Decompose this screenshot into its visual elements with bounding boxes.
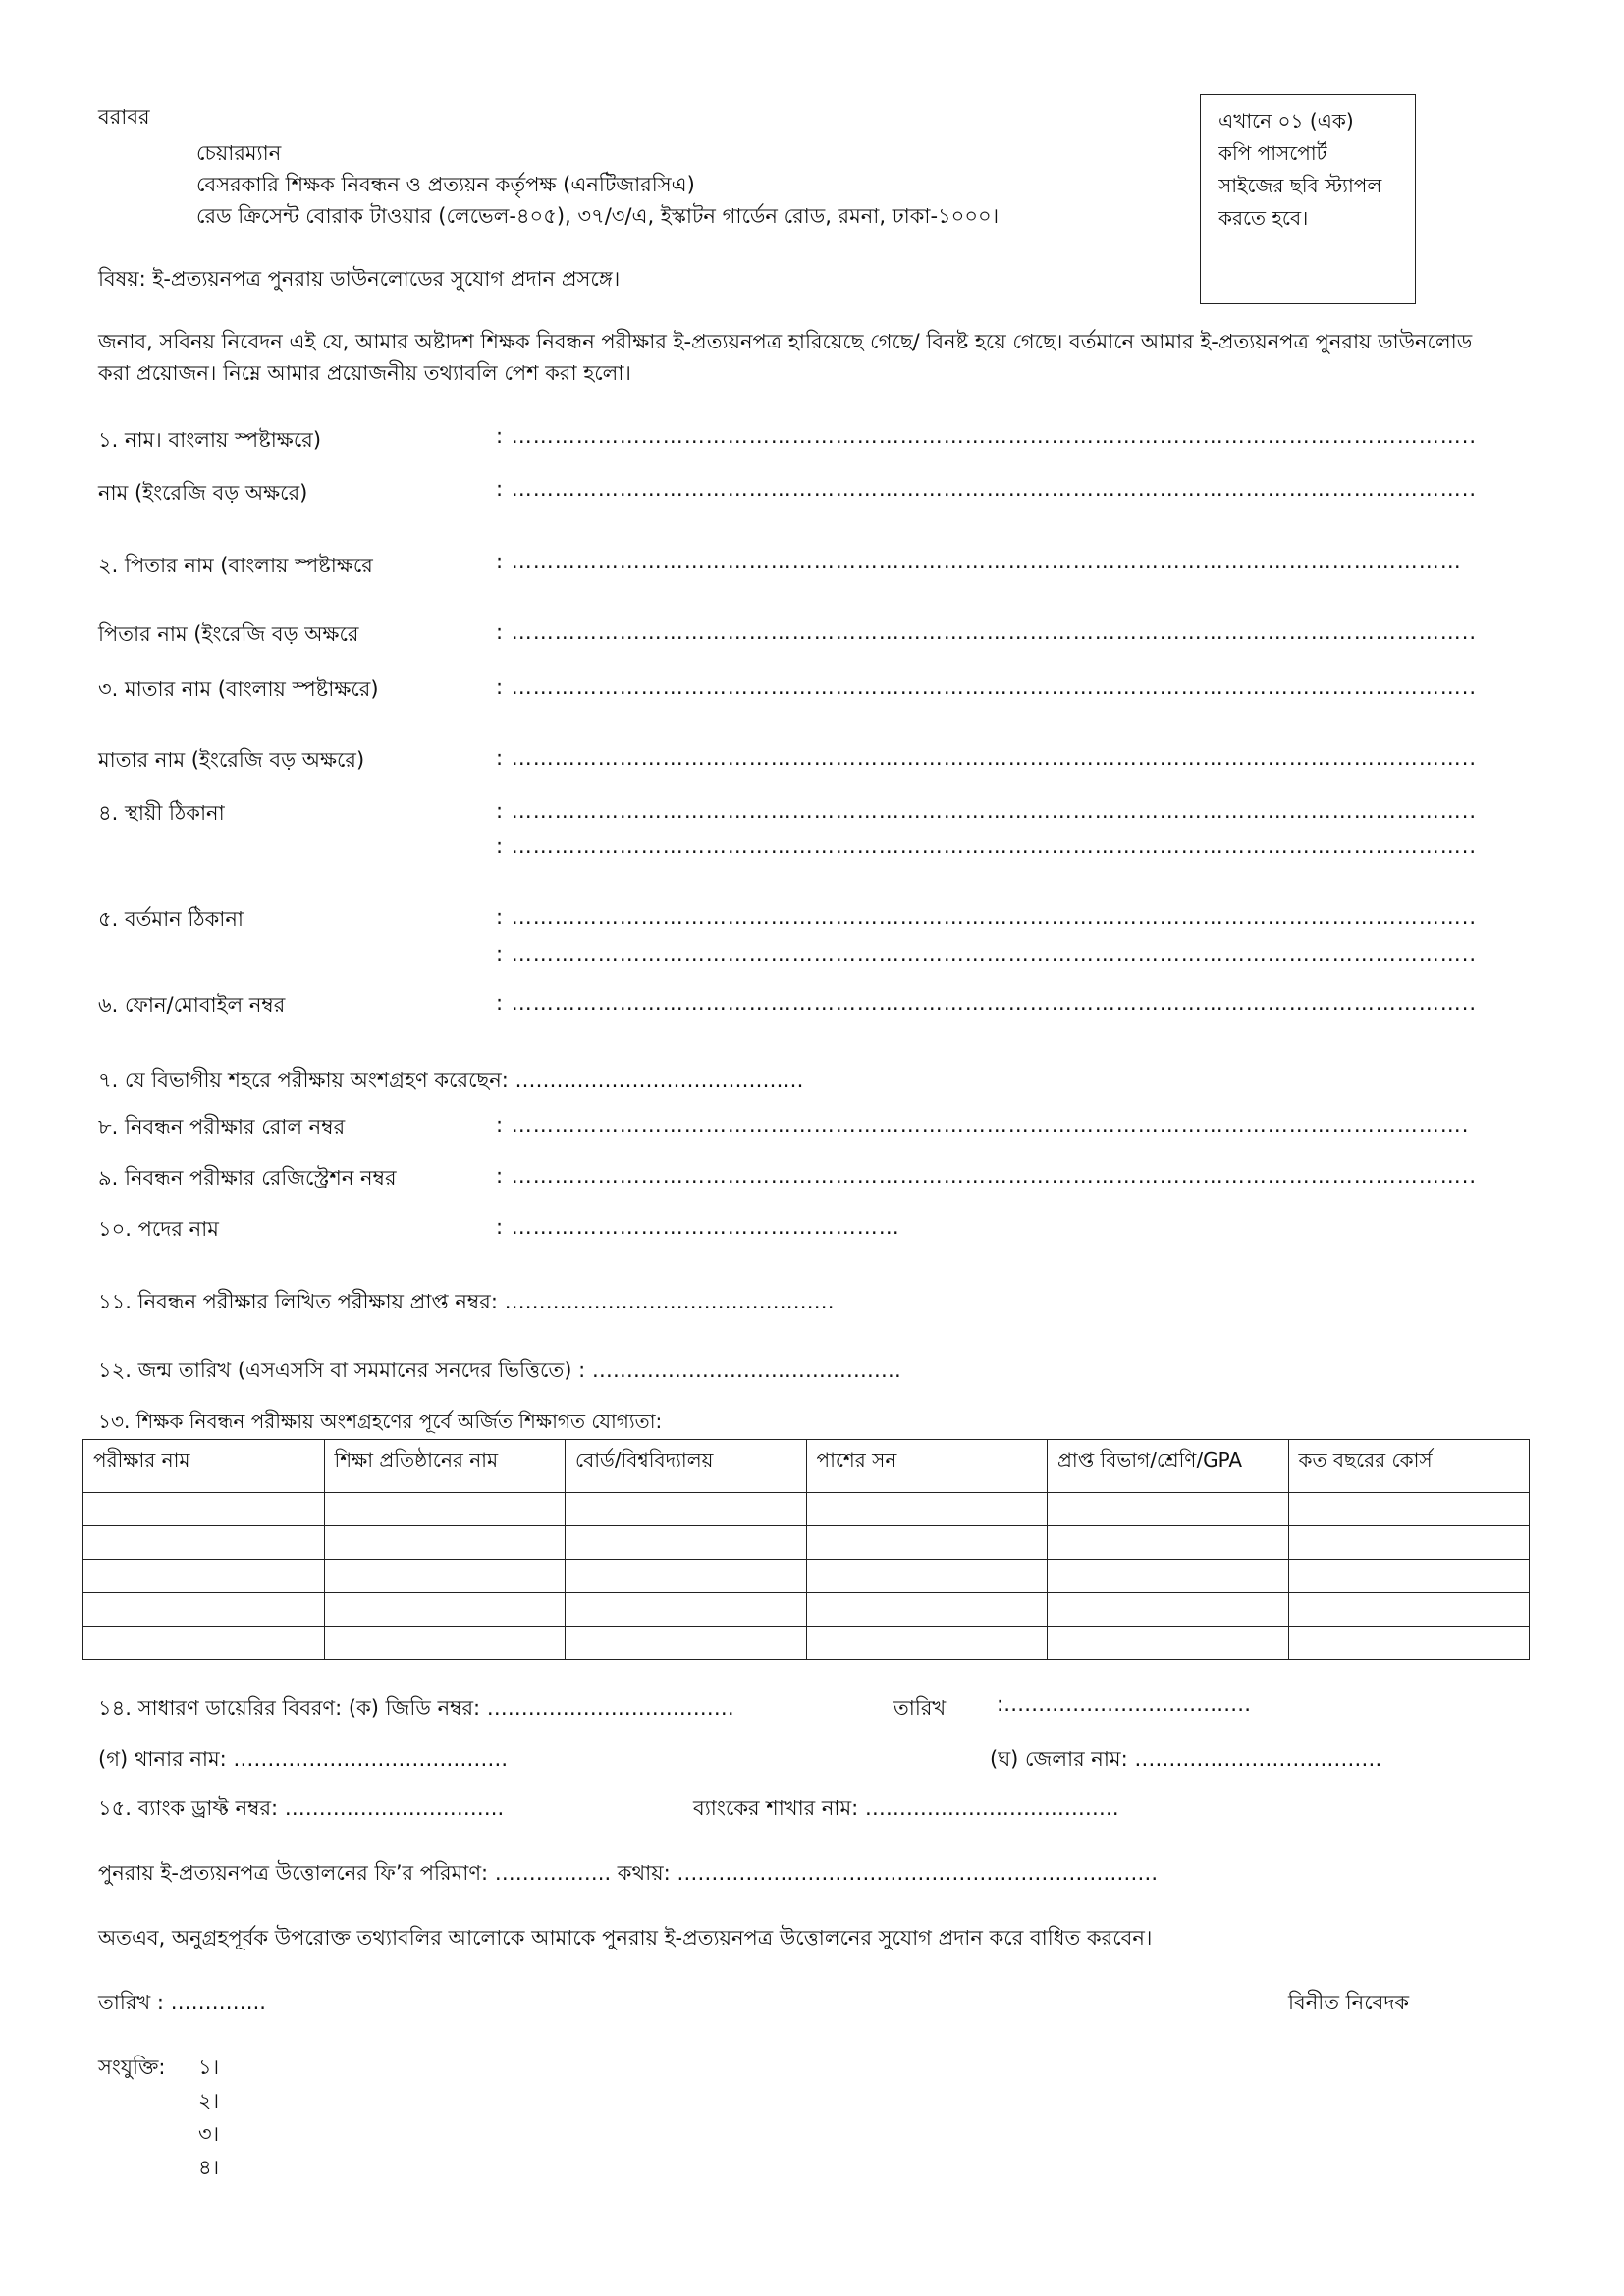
table-cell[interactable] <box>83 1627 325 1660</box>
table-cell[interactable] <box>324 1627 566 1660</box>
table-cell[interactable] <box>566 1560 807 1593</box>
attachment-item: ১। <box>198 2056 220 2079</box>
field-fill-roll-number[interactable]: : ……………………………………………………………………………………………………………………. <box>496 1113 1470 1137</box>
table-cell[interactable] <box>1048 1526 1289 1560</box>
field-gd-number[interactable]: ১৪. সাধারণ ডায়েরির বিবরণ: (ক) জিডি নম্বর: ……………………………… <box>98 1696 734 1720</box>
table-cell[interactable] <box>1288 1627 1530 1660</box>
recipient-address: রেড ক্রিসেন্ট বোরাক টাওয়ার (লেভেল-৪০৫), ৩৭/৩/এ, ইস্কাটন গার্ডেন রোড, রমনা, ঢাকা-১০০০। <box>196 204 1000 228</box>
field-written-exam-marks[interactable]: ১১. নিবন্ধন পরীক্ষার লিখিত পরীক্ষায় প্রাপ্ত নম্বর: ………………………………………… <box>98 1290 835 1313</box>
photo-instruction-line: করতে হবে। <box>1218 206 1309 230</box>
table-cell[interactable] <box>83 1593 325 1627</box>
table-cell[interactable] <box>1048 1493 1289 1526</box>
column-header-board-university: বোর্ড/বিশ্ববিদ্যালয় <box>566 1440 807 1493</box>
field-label-name-english: নাম (ইংরেজি বড় অক্ষরে) <box>98 481 308 505</box>
field-fee-amount[interactable]: পুনরায় ই-প্রত্যয়নপত্র উত্তোলনের ফি’র পরিমাণ: …………….. কথায়: ……………………………………………………………. <box>98 1861 1158 1885</box>
field-fill-name-english[interactable]: : …………………………………………………………………………………………………………………….. <box>496 477 1478 501</box>
table-row <box>83 1593 1530 1627</box>
table-row <box>83 1526 1530 1560</box>
subject-line: বিষয়: ই-প্রত্যয়নপত্র পুনরায় ডাউনলোডের সুযোগ প্রদান প্রসঙ্গে। <box>98 267 621 291</box>
field-label-mother-name-bangla: ৩. মাতার নাম (বাংলায় স্পষ্টাক্ষরে) <box>98 677 379 701</box>
field-date-of-birth[interactable]: ১২. জন্ম তারিখ (এসএসসি বা সমমানের সনদের ভিত্তিতে) : ……………………………………… <box>98 1359 901 1382</box>
field-fill-gd-date[interactable]: :……………………………… <box>997 1692 1252 1716</box>
field-label-roll-number: ৮. নিবন্ধন পরীক্ষার রোল নম্বর <box>98 1115 346 1139</box>
closing-paragraph: অতএব, অনুগ্রহপূর্বক উপরোক্ত তথ্যাবলির আলোকে আমাকে পুনরায় ই-প্রত্যয়নপত্র উত্তোলনের সুযোগ প্রদান করে বাধিত করবেন। <box>98 1926 1153 1949</box>
field-fill-permanent-address-2[interactable]: : …………………………………………………………………………………………………………………….. <box>496 834 1478 858</box>
field-fill-phone[interactable]: : …………………………………………………………………………………………………………………….. <box>496 991 1478 1015</box>
table-cell[interactable] <box>806 1526 1048 1560</box>
signature-label: বিনীত নিবেদক <box>1288 1991 1410 2014</box>
field-fill-father-name-english[interactable]: : …………………………………………………………………………………………………………………….. <box>496 620 1478 644</box>
field-label-phone: ৬. ফোন/মোবাইল নম্বর <box>98 993 286 1017</box>
field-fill-post-name[interactable]: : ……………………………………………… <box>496 1215 900 1239</box>
table-row <box>83 1560 1530 1593</box>
table-cell[interactable] <box>806 1560 1048 1593</box>
field-fill-mother-name-english[interactable]: : …………………………………………………………………………………………………………………….. <box>496 746 1478 770</box>
field-label-present-address: ৫. বর্তমান ঠিকানা <box>98 907 244 931</box>
field-bank-branch-name[interactable]: ব্যাংকের শাখার নাম: ………………………………. <box>693 1796 1119 1820</box>
photo-instruction-line: এখানে ০১ (এক) <box>1218 109 1354 133</box>
table-cell[interactable] <box>1288 1493 1530 1526</box>
photo-instruction-line: কপি পাসপোর্ট <box>1218 141 1327 165</box>
table-cell[interactable] <box>324 1593 566 1627</box>
field-fill-registration-number[interactable]: : …………………………………………………………………………………………………………………….. <box>496 1164 1478 1188</box>
attachment-item: ৩। <box>198 2122 220 2146</box>
field-application-date[interactable]: তারিখ : ………….. <box>98 1991 266 2014</box>
field-label-permanent-address: ৪. স্থায়ী ঠিকানা <box>98 801 225 825</box>
table-cell[interactable] <box>324 1526 566 1560</box>
table-cell[interactable] <box>1048 1560 1289 1593</box>
attachment-item: ৪। <box>198 2156 220 2179</box>
table-row <box>83 1493 1530 1526</box>
field-label-mother-name-english: মাতার নাম (ইংরেজি বড় অক্ষরে) <box>98 748 365 772</box>
table-cell[interactable] <box>1048 1627 1289 1660</box>
table-cell[interactable] <box>83 1560 325 1593</box>
table-cell[interactable] <box>1288 1593 1530 1627</box>
table-cell[interactable] <box>566 1593 807 1627</box>
table-cell[interactable] <box>1288 1560 1530 1593</box>
field-label-registration-number: ৯. নিবন্ধন পরীক্ষার রেজিস্ট্রেশন নম্বর <box>98 1166 397 1190</box>
field-label-name-bangla: ১. নাম। বাংলায় স্পষ্টাক্ষরে) <box>98 428 322 452</box>
column-header-institution: শিক্ষা প্রতিষ্ঠানের নাম <box>324 1440 566 1493</box>
education-table <box>82 1439 1530 1660</box>
field-fill-present-address[interactable]: : …………………………………………………………………………………………………………………….. <box>496 905 1478 929</box>
table-cell[interactable] <box>566 1627 807 1660</box>
passport-photo-box <box>1200 94 1416 304</box>
field-fill-permanent-address[interactable]: : …………………………………………………………………………………………………………………….. <box>496 799 1478 823</box>
table-row <box>83 1627 1530 1660</box>
table-cell[interactable] <box>566 1493 807 1526</box>
salutation: বরাবর <box>98 105 150 129</box>
field-fill-present-address-2[interactable]: : …………………………………………………………………………………………………………………….. <box>496 942 1478 966</box>
column-header-exam-name: পরীক্ষার নাম <box>83 1440 325 1493</box>
table-cell[interactable] <box>1048 1593 1289 1627</box>
recipient-organization: বেসরকারি শিক্ষক নিবন্ধন ও প্রত্যয়ন কর্তৃপক্ষ (এনটিজারসিএ) <box>196 173 695 196</box>
field-thana-name[interactable]: (গ) থানার নাম: …………………………………. <box>98 1747 509 1771</box>
table-cell[interactable] <box>83 1493 325 1526</box>
intro-paragraph-line: জনাব, সবিনয় নিবেদন এই যে, আমার অষ্টাদশ শিক্ষক নিবন্ধন পরীক্ষার ই-প্রত্যয়নপত্র হারিয়েছে গেছে/ বিনষ্ট হয়ে গেছে। বর্তমানে আমার ই-প্রত্যয়নপত্র পুনরায় ডাউনলোড <box>98 330 1473 353</box>
photo-instruction-line: সাইজের ছবি স্ট্যাপল <box>1218 174 1382 197</box>
field-district-name[interactable]: (ঘ) জেলার নাম: ……………………………… <box>990 1747 1382 1771</box>
intro-paragraph-line: করা প্রয়োজন। নিম্নে আমার প্রয়োজনীয় তথ্যাবলি পেশ করা হলো। <box>98 361 631 385</box>
education-section-heading: ১৩. শিক্ষক নিবন্ধন পরীক্ষায় অংশগ্রহণের পূর্বে অর্জিত শিক্ষাগত যোগ্যতা: <box>98 1410 663 1433</box>
table-cell[interactable] <box>324 1560 566 1593</box>
column-header-passing-year: পাশের সন <box>806 1440 1048 1493</box>
recipient-title: চেয়ারম্যান <box>196 141 282 165</box>
field-fill-father-name-bangla[interactable]: : …………………………………………………………………………………………………………………… <box>496 550 1462 573</box>
field-label-father-name-english: পিতার নাম (ইংরেজি বড় অক্ষরে <box>98 622 359 646</box>
field-label-gd-date: তারিখ <box>893 1696 947 1720</box>
table-cell[interactable] <box>83 1526 325 1560</box>
table-cell[interactable] <box>324 1493 566 1526</box>
field-bank-draft-number[interactable]: ১৫. ব্যাংক ড্রাফ্ট নম্বর: ………………………….. <box>98 1796 505 1820</box>
table-cell[interactable] <box>806 1593 1048 1627</box>
field-fill-name-bangla[interactable]: : …………………………………………………………………………………………………………………….. <box>496 424 1478 448</box>
table-cell[interactable] <box>806 1627 1048 1660</box>
attachment-item: ২। <box>198 2089 220 2112</box>
table-cell[interactable] <box>806 1493 1048 1526</box>
table-header-row <box>83 1440 1530 1493</box>
attachments-label: সংযুক্তি: <box>98 2056 166 2079</box>
field-label-post-name: ১০. পদের নাম <box>98 1217 219 1241</box>
table-cell[interactable] <box>566 1526 807 1560</box>
field-exam-division-city[interactable]: ৭. যে বিভাগীয় শহরে পরীক্ষায় অংশগ্রহণ করেছেন: …………………………………… <box>98 1068 804 1092</box>
field-fill-mother-name-bangla[interactable]: : …………………………………………………………………………………………………………………….. <box>496 675 1478 699</box>
table-cell[interactable] <box>1288 1526 1530 1560</box>
column-header-course-duration: কত বছরের কোর্স <box>1288 1440 1530 1493</box>
column-header-division-gpa: প্রাপ্ত বিভাগ/শ্রেণি/GPA <box>1048 1440 1289 1493</box>
field-label-father-name-bangla: ২. পিতার নাম (বাংলায় স্পষ্টাক্ষরে <box>98 554 373 577</box>
